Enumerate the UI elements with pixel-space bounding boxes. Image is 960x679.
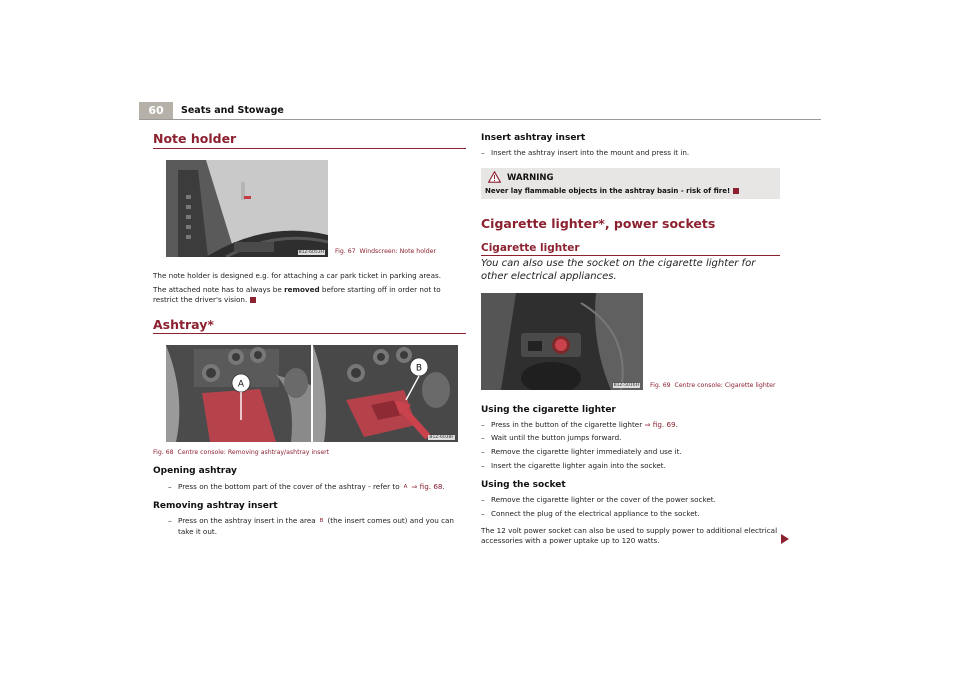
running-title: Seats and Stowage: [181, 105, 284, 116]
note-holder-heading: Note holder: [153, 131, 237, 146]
marker-a-label: A: [237, 379, 245, 390]
using-step-2: – Wait until the button jumps forward.: [481, 433, 781, 443]
insert-step: – Insert the ashtray insert into the mount and press it in.: [481, 148, 781, 158]
removing-insert-heading: Removing ashtray insert: [153, 501, 278, 511]
windscreen-photo: [166, 160, 328, 257]
lighter-heading: Cigarette lighter*, power sockets: [481, 216, 716, 231]
warning-triangle-icon: [488, 171, 501, 183]
insert-ashtray-heading: Insert ashtray insert: [481, 133, 586, 143]
figure-caption: Fig. 67 Windscreen: Note holder: [335, 248, 436, 255]
heading-rule: [481, 255, 780, 256]
warning-box: [481, 168, 780, 199]
figure-code: B1Z-5016H: [613, 383, 639, 388]
figure-link[interactable]: ⇒ fig. 69: [644, 420, 676, 429]
using-step-4: – Insert the cigarette lighter again into the socket.: [481, 461, 781, 471]
socket-step-1: – Remove the cigarette lighter or the cover of the power socket.: [481, 495, 781, 505]
removing-step: – Press on the ashtray insert in the area B (the insert comes out) and you can take it out.: [168, 516, 468, 536]
end-mark: [250, 297, 256, 303]
marker-a: A: [403, 484, 408, 490]
marker-b-label: B: [415, 363, 423, 374]
using-step-1: – Press in the button of the cigarette lighter ⇒ fig. 69.: [481, 420, 781, 430]
using-socket-heading: Using the socket: [481, 480, 566, 490]
opening-ashtray-heading: Opening ashtray: [153, 466, 237, 476]
header-rule: [139, 119, 821, 120]
figure-code: B1Z-6038F: [429, 435, 454, 440]
socket-step-2: – Connect the plug of the electrical appliance to the socket.: [481, 509, 781, 519]
note-holder-para2: The attached note has to always be removed before starting off in order not to restrict the driver's vision.: [153, 285, 441, 304]
socket-para: The 12 volt power socket can also be used to supply power to additional electrical accessories with a power uptake up to 120 watts.: [481, 526, 778, 545]
using-step-3: – Remove the cigarette lighter immediately and use it.: [481, 447, 781, 457]
lighter-intro: You can also use the socket on the cigarette lighter for other electrical appliances.: [481, 258, 756, 282]
figure-code: B1Z-6053H: [298, 250, 324, 255]
figure-link[interactable]: ⇒ fig. 68: [411, 482, 443, 491]
figure-caption: Fig. 68 Centre console: Removing ashtray/ashtray insert: [153, 449, 330, 456]
lighter-subheading: Cigarette lighter: [481, 242, 580, 254]
heading-rule: [153, 148, 466, 149]
warning-text: Never lay flammable objects in the ashtray basin - risk of fire!: [485, 187, 739, 195]
note-holder-para1: The note holder is designed e.g. for attaching a car park ticket in parking areas.: [153, 271, 442, 280]
figure-caption: Fig. 69 Centre console: Cigarette lighter: [650, 382, 776, 389]
page-number: 60: [139, 102, 173, 119]
marker-b: B: [319, 518, 324, 524]
using-lighter-heading: Using the cigarette lighter: [481, 405, 616, 415]
ashtray-photo: [166, 345, 458, 442]
lighter-photo: [481, 293, 643, 390]
heading-rule: [153, 333, 466, 334]
warning-title: WARNING: [507, 173, 554, 183]
next-page-arrow-icon[interactable]: [780, 534, 790, 544]
ashtray-heading: Ashtray*: [153, 317, 214, 332]
opening-step: – Press on the bottom part of the cover of the ashtray - refer to A ⇒ fig. 68.: [168, 482, 468, 493]
